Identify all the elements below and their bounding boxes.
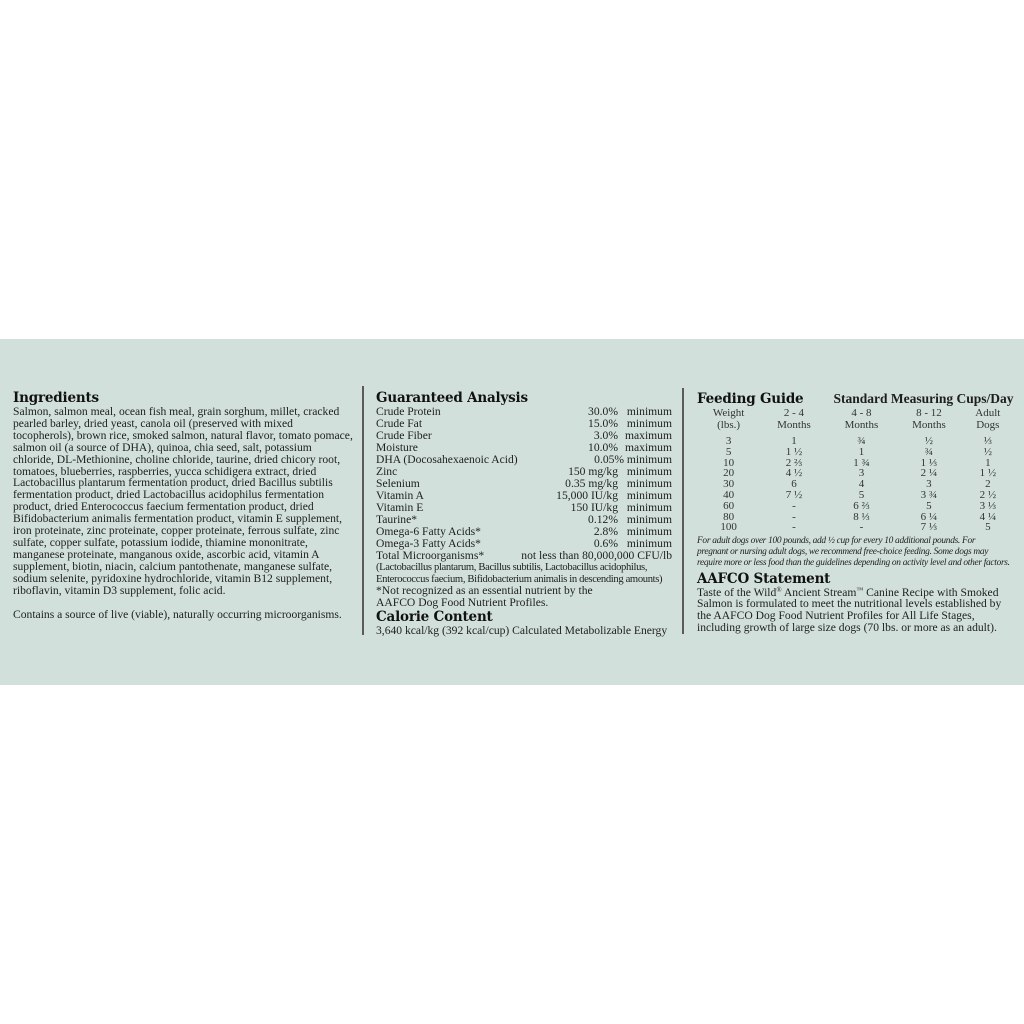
weight-cell: 100 [720,521,737,534]
nutrient-qualifier: minimum [626,417,672,430]
weight-cell: 10 [723,456,735,469]
cups-cell: 3 ⅓ [979,499,997,512]
nutrient-value: 0.12% [588,513,618,526]
feeding-note-line: pregnant or nursing adult dogs, we recommend free-choice feeding. Some dogs may [697,546,989,557]
feeding-column-header [760,408,827,436]
nutrient-name: Taurine* [376,513,418,526]
header-line: Months [777,418,811,431]
nutrient-qualifier: minimum [626,453,672,466]
header-line: 8 - 12 [916,407,942,419]
column-divider-1 [362,386,364,635]
cups-cell: 2 ⅔ [785,456,803,469]
analysis-table [376,406,672,550]
feeding-row [697,479,1013,490]
cups-cell: 5 [926,499,932,512]
header-line: Months [912,418,946,431]
header-line: (lbs.) [717,418,741,431]
nutrient-qualifier: minimum [626,489,672,502]
cups-cell: ½ [924,435,934,447]
cups-cell: 1 ⅓ [920,456,938,469]
ingredients-section [13,391,353,620]
cups-cell: - [792,499,796,512]
feeding-row [697,436,1013,447]
cups-cell: - [792,510,796,523]
cups-cell: 8 ⅓ [853,510,870,523]
nutrient-value: not less than 80,000,000 CFU/lb [521,549,672,562]
nutrient-value: 15.0% [588,417,618,430]
species-line-2: Enterococcus faecium, Bifidobacterium animalis in descending amounts) [376,573,663,585]
cups-cell: ⅓ [983,435,992,447]
cups-cell: 3 [926,478,932,491]
nutrient-qualifier: maximum [624,441,672,454]
nutrient-value: 150 mg/kg [568,465,618,478]
nutrient-qualifier: minimum [626,525,672,538]
feeding-column-header [697,408,760,436]
feeding-note [697,536,1017,568]
feeding-guide-section [697,391,1017,634]
nutrient-name: Omega-6 Fatty Acids* [376,525,481,538]
nutrient-name: Selenium [376,477,420,490]
cups-cell: ¾ [857,435,866,447]
trademark-mark: ™ [856,585,864,594]
guaranteed-analysis-title: Guaranteed Analysis [376,390,528,406]
ingredients-list: Salmon, salmon meal, ocean fish meal, grain sorghum, millet, cracked pearled barley, dried yeast, canola oil (preserved with mixed tocopherols), brown rice, smoked salmon, natural flavor, tomato pomace, salmon oil (a source of DHA), quinoa, chia seed, salt, potassium chloride, DL-Methionine, choline chloride, taurine, dried chicory root, tomatoes, blueberries, raspberries, yucca schidigera extract, dried Lactobacillus plantarum fermentation product, dried Bacillus subtilis fermentation product, dried Lactobacillus acidophilus fermentation product, dried Enterococcus faecium fermentation product, dried Bifidobacterium animalis fermentation product, vitamin E supplement, iron proteinate, zinc proteinate, copper proteinate, ferrous sulfate, zinc sulfate, copper sulfate, potassium iodide, thiamine mononitrate, manganese proteinate, manganous oxide, ascorbic acid, vitamin A supplement, biotin, niacin, calcium pantothenate, manganese sulfate, sodium selenite, pyridoxine hydrochloride, vitamin B12 supplement, riboflavin, vitamin D3 supplement, folic acid. [13,405,353,597]
cups-cell: 7 ⅓ [920,521,938,534]
nutrient-qualifier: minimum [626,501,672,514]
aafco-statement-text: Canine Recipe with Smoked Salmon is formulated to meet the nutritional levels established by the AAFCO Dog Food Nutrient Profiles for All Life Stages, including growth of large size dogs (70 lbs. or more as an adult). [697,585,1002,635]
registered-mark: ® [776,585,782,594]
cups-cell: - [859,521,864,534]
cups-cell: 1 ½ [785,445,803,458]
cups-cell: 6 [791,478,797,491]
cups-cell: 1 ½ [979,467,997,480]
weight-cell: 30 [723,478,735,491]
column-divider-2 [682,388,684,634]
calorie-content-title: Calorie Content [376,609,493,626]
aafco-title: AAFCO Statement [697,570,831,587]
cups-cell: 5 [985,521,991,534]
nutrient-qualifier: minimum [626,477,672,490]
cups-cell: - [792,521,796,534]
nutrient-name: Crude Protein [376,405,441,418]
cups-cell: 1 ¾ [853,456,870,469]
cups-cell: 2 ½ [979,488,997,501]
nutrient-qualifier: minimum [626,465,672,478]
weight-cell: 80 [723,510,735,523]
header-line: Weight [712,407,745,419]
cups-cell: ½ [983,445,992,458]
cups-cell: 5 [858,488,865,501]
nutrition-label-panel [0,339,1024,685]
feeding-row [697,522,1013,533]
cups-cell: 4 [858,478,865,491]
weight-cell: 20 [723,467,735,480]
nutrient-value: 0.35 mg/kg [565,477,618,490]
feeding-column-header [963,408,1013,436]
header-line: Dogs [976,418,1000,431]
cups-cell: 6 ⅔ [853,499,870,512]
nutrient-name: Vitamin A [376,489,424,502]
header-line: Adult [975,407,1001,419]
nutrient-value: 10.0% [588,441,618,454]
nutrient-value: 0.05% [594,453,625,466]
nutrient-value: 0.6% [593,537,618,550]
weight-cell: 5 [725,445,732,458]
nutrient-qualifier: minimum [626,513,672,526]
aafco-statement [697,587,1017,635]
nutrient-name: Omega-3 Fatty Acids* [376,537,481,550]
feeding-row [697,468,1013,479]
feeding-row [697,512,1013,523]
cups-cell: 1 [985,456,991,469]
nutrient-qualifier: minimum [626,405,672,418]
microorganisms-note: Contains a source of live (viable), naturally occurring microorganisms. [13,607,342,621]
nutrient-name: Total Microorganisms* [376,549,485,562]
nutrient-name: Crude Fat [376,417,423,430]
cups-cell: 1 [858,445,865,458]
nutrient-value: 3.0% [593,429,618,442]
cups-cell: 6 ¼ [920,510,938,523]
weight-cell: 3 [725,435,732,447]
nutrient-qualifier: maximum [624,429,672,442]
cups-cell: 1 [791,435,797,447]
analysis-row-microorganisms [376,550,672,562]
feeding-row [697,447,1013,458]
feeding-guide-title: Feeding Guide [697,391,804,407]
nutrient-name: DHA (Docosahexaenoic Acid) [376,453,518,466]
feeding-note-line: require more or less food than the guidelines depending on activity level and other factors. [697,557,1010,568]
cups-cell: 2 ¼ [920,467,938,480]
nutrient-name: Moisture [376,441,418,454]
calorie-content-text: 3,640 kcal/kg (392 kcal/cup) Calculated Metabolizable Energy [376,624,668,638]
cups-cell: 4 ¼ [979,510,997,523]
feeding-column-header [828,408,895,436]
brand-name: Taste of the Wild [697,585,777,599]
nutrient-value: 150 IU/kg [570,501,618,514]
cups-cell: 2 [985,478,991,491]
feeding-guide-subtitle: Standard Measuring Cups/Day [833,391,1014,406]
species-line-1: (Lactobacillus plantarum, Bacillus subtilis, Lactobacillus acidophilus, [376,562,648,573]
cups-cell: ¾ [924,445,934,458]
cups-cell: 3 ¾ [920,488,938,501]
nutrient-name: Zinc [376,465,398,478]
nutrient-qualifier: minimum [626,537,672,550]
weight-cell: 60 [723,499,735,512]
cups-cell: 4 ½ [785,467,803,480]
nutrient-value: 30.0% [588,405,618,418]
feeding-row [697,458,1013,469]
nutrient-value: 15,000 IU/kg [556,489,618,502]
feeding-column-header [895,408,962,436]
cups-cell: 7 ½ [785,488,803,501]
ingredients-title: Ingredients [13,390,99,406]
feeding-note-line: For adult dogs over 100 pounds, add ½ cup for every 10 additional pounds. For [697,536,976,547]
header-line: Months [844,418,879,431]
feeding-table [697,408,1013,533]
header-line: 4 - 8 [851,407,872,419]
guaranteed-analysis-section [376,391,672,637]
weight-cell: 40 [723,488,735,501]
header-line: 2 - 4 [783,407,805,419]
nutrient-value: 2.8% [593,525,618,538]
product-line: Ancient Stream [783,585,857,599]
feeding-row [697,501,1013,512]
asterisk-note: *Not recognized as an essential nutrient by the AAFCO Dog Food Nutrient Profiles. [376,584,593,609]
nutrient-name: Vitamin E [376,501,424,514]
nutrient-name: Crude Fiber [376,429,432,442]
cups-cell: 3 [858,467,865,480]
